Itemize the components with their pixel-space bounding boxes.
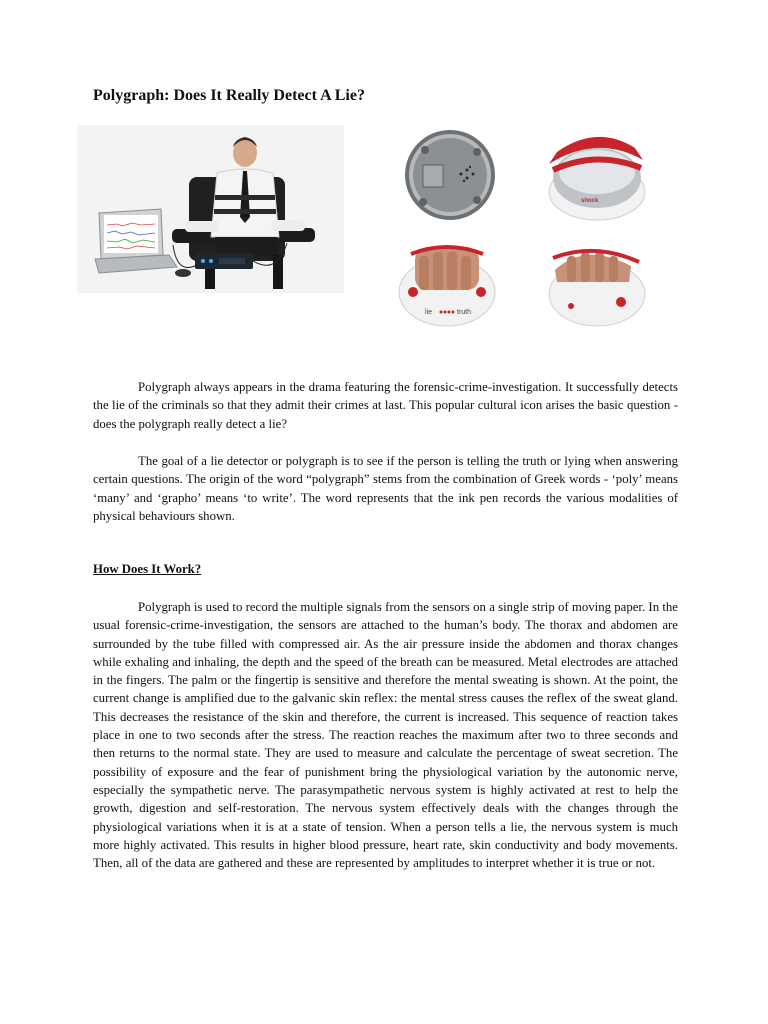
intro-paragraph: Polygraph always appears in the drama featuring the forensic-crime-investigation. It successfully detects the lie of the criminals so that they admit their crimes at last. This popular cultural icon arises the basic question - does the polygraph really detect a lie? <box>93 380 678 431</box>
svg-text:shock: shock <box>581 198 599 204</box>
lie-detector-devices-photo <box>385 130 665 335</box>
device-strap-view <box>549 137 645 220</box>
document-title: Polygraph: Does It Really Detect A Lie? <box>93 87 365 104</box>
polygraph-test-photo <box>77 125 344 293</box>
device-bottom-view <box>405 130 495 220</box>
svg-text:truth: truth <box>457 309 472 316</box>
origin-paragraph: The goal of a lie detector or polygraph is to see if the person is telling the truth or lying when answering certain questions. The origin of the word “polygraph” stems from the combination of Greek words - ‘poly’ means ‘many’ and ‘grapho’ means ‘to write’. The word represents that the ink pen records the various modalities of physical behaviours shown. <box>93 454 678 523</box>
svg-text:lie: lie <box>425 309 433 316</box>
how-it-works-paragraph: Polygraph is used to record the multiple signals from the sensors on a single strip of moving paper. In the usual forensic-crime-investigation, the sensors are attached to the human’s body. The thorax and abdomen are surrounded by the tube filled with compressed air. As the air pressure inside the abdomen and thorax changes while exhaling and inhaling, the depth and the speed of the breath can be measured. Metal electrodes are attached in the fingers. The palm or the fingertip is sensitive and therefore the mental sweating is shown. At the point, the current change is amplified due to the galvanic skin reflex: the mental stress causes the reflex of the sweat gland. This decreases the resistance of the skin and therefore, the current is increased. This sequence of reaction takes place in one to two seconds after the stress. The reaction reaches the maximum after two to three seconds and then returns to the normal state. They are used to measure and calculate the percentage of sweat secretion. The possibility of exposure and the fear of punishment bring the physiological variation by the autonomic nerve, especially the sympathetic nerve. The parasympathetic nervous system is highly activated at rest to help the growth, digestion and self-restoration. The nervous system effectively deals with the changes through the physiological variations when it is at a state of tension. When a person tells a lie, the nervous system is much more highly activated. This results in higher blood pressure, heart rate, skin conductivity and body movements. Then, all of the data are gathered and these are represented by amplitudes to interpret whether it is true or not. <box>93 600 678 871</box>
section-heading: How Does It Work? <box>93 562 202 576</box>
